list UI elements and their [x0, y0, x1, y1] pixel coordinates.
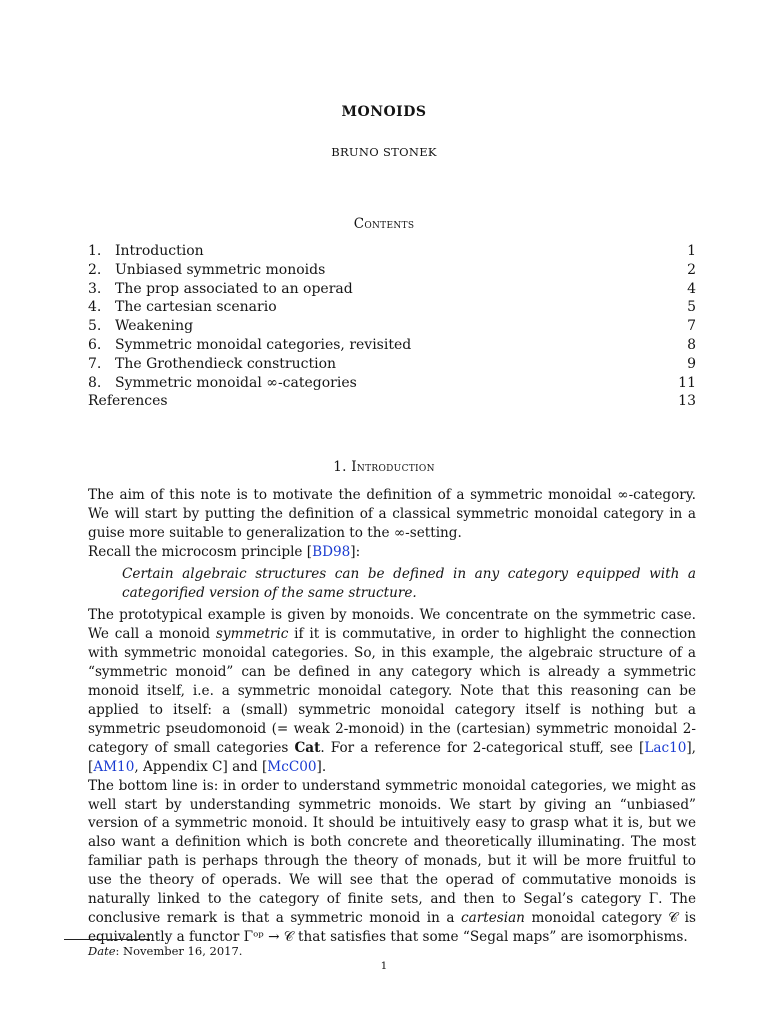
toc-entry-title: References [88, 393, 168, 410]
toc-entry-title: Symmetric monoidal categories, revisited [115, 336, 412, 353]
toc-entry-title: The prop associated to an operad [115, 280, 353, 297]
toc-entry-title: Unbiased symmetric monoids [115, 261, 326, 278]
toc-entry[interactable] [88, 374, 696, 393]
toc-entry-page: 4 [687, 280, 696, 297]
section-body [88, 486, 696, 947]
toc-entry-number: 5. [88, 318, 102, 335]
paragraph [88, 486, 696, 543]
toc-entry[interactable] [88, 355, 696, 374]
emphasis: cartesian [461, 909, 525, 926]
section-number: 1. [333, 459, 347, 475]
text-run: , Appendix C] and [ [134, 758, 268, 775]
footnote-label: Date [88, 944, 116, 958]
text-run: ]. [316, 758, 327, 775]
toc-entry-page: 1 [687, 243, 696, 259]
paragraph [88, 543, 696, 562]
page-number: 1 [380, 960, 388, 972]
toc-entry-number: 1. [88, 243, 102, 259]
toc-entry-number: 4. [88, 299, 102, 316]
toc-entry-number: 7. [88, 355, 102, 372]
text-run: The prototypical example is given by monoids. We concentrate on the symmetric case. We call a monoid [88, 607, 696, 643]
footnote-rule [64, 939, 150, 940]
citation-link[interactable]: BD98 [312, 543, 351, 560]
table-of-contents [88, 242, 696, 411]
paper-title: MONOIDS [341, 104, 427, 120]
toc-entry-page: 13 [678, 393, 696, 410]
toc-entry-title: Weakening [115, 318, 194, 335]
citation-link[interactable]: AM10 [93, 758, 135, 775]
toc-entry[interactable] [88, 261, 696, 280]
text-run: The bottom line is: in order to understand symmetric monoidal categories, we might as well start by understanding symmetric monoids. We start by giving an “unbiased” version of a symmetric monoid. It should be intuitively easy to grasp what it is, but we also want a definition which is both concrete and theoretically illuminating. The most familiar path is perhaps through the theory of monads, but it will be more fruitful to use the theory of operads. We will see that the operad of commutative monoids is naturally linked to the category of finite sets, and then to Segal’s category Γ. The conclusive remark is that a symmetric monoid in a [88, 777, 696, 926]
footnote-text: : November 16, 2017. [115, 944, 243, 958]
section-title: Introduction [351, 459, 435, 475]
toc-entry-page: 2 [687, 261, 696, 278]
toc-entry-title: Symmetric monoidal ∞-categories [115, 374, 357, 391]
citation-link[interactable]: McC00 [267, 758, 317, 775]
toc-entry-title: The cartesian scenario [115, 299, 277, 316]
text-run: if it is commutative, in order to highlight the connection with symmetric monoidal categories. So, in this example, the algebraic structure of a “symmetric monoid” can be defined in any category which is already a symmetric monoid itself, i.e. a symmetric monoidal category. Note that this reasoning can be applied to itself: a (small) symmetric monoidal category itself is nothing but a symmetric pseudomonoid (= weak 2-monoid) in the (cartesian) symmetric monoidal 2-category of small categories [88, 626, 696, 756]
quotation: Certain algebraic structures can be defined in any category equipped with a categorified version of the same structure. [122, 565, 696, 601]
toc-entry-title: Introduction [115, 243, 204, 259]
toc-entry[interactable] [88, 336, 696, 355]
toc-entry[interactable] [88, 242, 696, 261]
bold-term: Cat [294, 739, 321, 756]
citation-link[interactable]: Lac10 [644, 739, 687, 756]
toc-entry[interactable] [88, 280, 696, 299]
section-heading [0, 459, 768, 475]
paragraph-text: The aim of this note is to motivate the definition of a symmetric monoidal ∞-category. We will start by putting the definition of a classical symmetric monoidal category in a guise more suitable to generalization to the ∞-setting. [88, 487, 696, 541]
toc-entry-page: 11 [678, 374, 696, 391]
text-run: . For a reference for 2-categorical stuff, see [ [320, 739, 645, 756]
toc-entry-number: 8. [88, 374, 102, 391]
text-run: Recall the microcosm principle [ [88, 543, 313, 560]
toc-entry-number: 6. [88, 336, 102, 353]
footnote [88, 944, 242, 958]
paragraph [88, 606, 696, 776]
toc-entry-number: 2. [88, 261, 102, 278]
toc-entry-title: The Grothendieck construction [115, 355, 337, 372]
toc-entry-page: 7 [687, 318, 696, 335]
toc-entry-number: 3. [88, 280, 102, 297]
text-run: ]: [350, 543, 361, 560]
emphasis: symmetric [215, 626, 289, 643]
contents-heading: Contents [353, 216, 415, 232]
toc-entry-references[interactable] [88, 392, 696, 411]
toc-entry-page: 9 [687, 355, 696, 372]
paragraph [88, 777, 696, 947]
text-run: ], [ [88, 739, 696, 775]
author-name: BRUNO STONEK [331, 145, 437, 159]
toc-entry[interactable] [88, 317, 696, 336]
toc-entry-page: 8 [687, 336, 696, 353]
text-run: monoidal category 𝒞 is equivalently a functor Γᵒᵖ → 𝒞 that satisfies that some “Segal maps” are isomorphisms. [88, 909, 696, 945]
toc-entry-page: 5 [687, 299, 696, 316]
toc-entry[interactable] [88, 298, 696, 317]
